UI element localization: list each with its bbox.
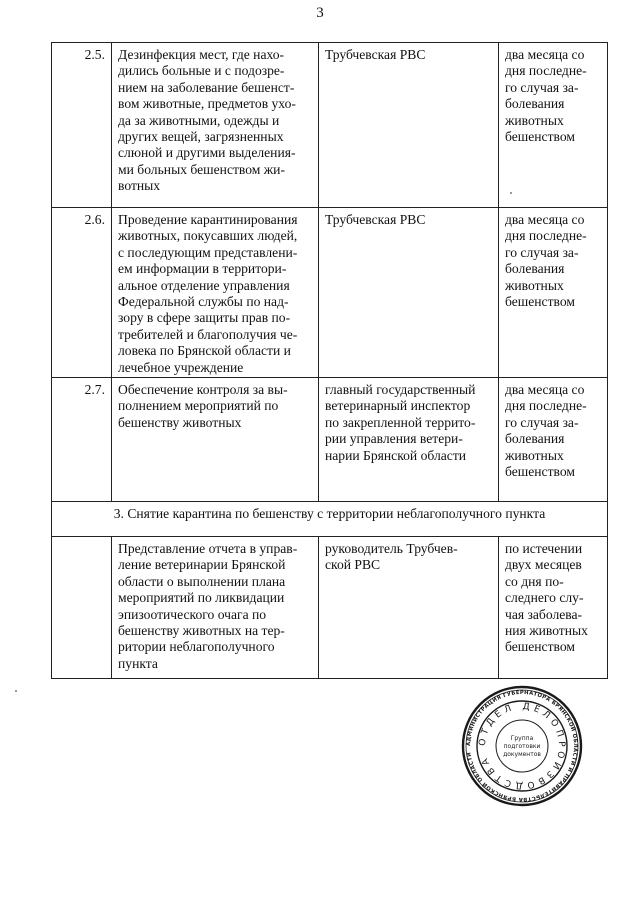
action-line: Обеспечение контроля за вы-	[118, 382, 288, 397]
term-line: го случая за-	[505, 414, 579, 430]
term-line: бешенством	[505, 129, 575, 145]
row-number	[52, 537, 112, 679]
term-line: бешенством	[505, 639, 575, 655]
term-line: два месяца со	[505, 382, 585, 397]
term-line: болевания	[505, 96, 565, 112]
responsible-cell	[319, 537, 499, 679]
action-line: требителей и благополучия че-	[118, 326, 298, 342]
scan-artifact	[15, 690, 17, 692]
action-line: ление ветеринарии Брянской	[118, 557, 286, 573]
action-line: области о выполнении плана	[118, 573, 286, 589]
section-row	[52, 502, 608, 537]
term-line: два месяца со	[505, 212, 585, 227]
action-line: слюной и другими выделения-	[118, 145, 296, 161]
responsible-line: руководитель Трубчев-	[325, 541, 458, 556]
responsible-cell	[319, 208, 499, 378]
term-line: со дня по-	[505, 573, 564, 589]
term-line: по истечении	[505, 541, 583, 556]
responsible-line: ской РВС	[325, 557, 381, 573]
action-cell	[112, 378, 319, 502]
action-line: вом животные, предметов ухо-	[118, 96, 296, 112]
table-row	[52, 378, 608, 502]
action-line: вотных	[118, 178, 161, 194]
term-line: чая заболева-	[505, 606, 583, 622]
term-line: ния животных	[505, 623, 588, 639]
action-cell	[112, 208, 319, 378]
term-line: животных	[505, 447, 564, 463]
office-stamp	[461, 685, 583, 807]
term-line: два месяца со	[505, 47, 585, 62]
action-line: с последующим представлени-	[118, 244, 298, 260]
action-line: пункта	[118, 655, 158, 671]
action-line: ем информации в территори-	[118, 261, 287, 277]
responsible-cell	[319, 43, 499, 208]
action-line: ми больных бешенством жи-	[118, 161, 285, 177]
term-cell	[499, 537, 608, 679]
action-line: эпизоотического очага по	[118, 606, 267, 622]
stamp-center-line: подготовки	[503, 743, 541, 750]
action-line: лечебное учреждение	[118, 359, 244, 375]
action-line: Дезинфекция мест, где нахо-	[118, 47, 285, 62]
term-line: животных	[505, 112, 564, 128]
stamp-center-line: документов	[503, 751, 541, 758]
term-line: го случая за-	[505, 79, 579, 95]
responsible-line: по закрепленной террито-	[325, 414, 476, 430]
action-line: бешенству животных	[118, 414, 242, 430]
stamp-outer-text: АДМИНИСТРАЦИЯ ГУБЕРНАТОРА БРЯНСКОЙ ОБЛАСТИ И ПРАВИТЕЛЬСТВА БРЯНСКОЙ ОБЛАСТИ	[465, 689, 579, 803]
term-cell	[499, 208, 608, 378]
action-line: Федеральной службы по над-	[118, 294, 289, 310]
responsible-line: главный государственный	[325, 382, 476, 397]
responsible-line: Трубчевская РВС	[325, 212, 426, 227]
action-line: полнением мероприятий по	[118, 398, 279, 414]
responsible-line: ветеринарный инспектор	[325, 398, 471, 414]
term-line: следнего слу-	[505, 590, 584, 606]
action-line: альное отделение управления	[118, 277, 290, 293]
term-line: го случая за-	[505, 244, 579, 260]
term-cell	[499, 43, 608, 208]
term-line: дня последне-	[505, 63, 587, 79]
action-line: других вещей, загрязненных	[118, 129, 284, 145]
action-line: ловека по Брянской области и	[118, 343, 291, 359]
stamp-inner-text: ОТДЕЛ ДЕЛОПРОИЗВОДСТВА	[477, 701, 567, 791]
term-line: болевания	[505, 431, 565, 447]
action-line: зору в сфере защиты прав по-	[118, 310, 291, 326]
row-number: 2.5.	[52, 43, 112, 208]
stamp-center-line: Группа	[510, 735, 534, 742]
page-number: 3	[316, 5, 324, 21]
row-number: 2.6.	[52, 208, 112, 378]
action-line: бешенству животных на тер-	[118, 623, 285, 639]
measures-table	[51, 42, 608, 679]
action-line: мероприятий по ликвидации	[118, 590, 285, 606]
table-row	[52, 208, 608, 378]
scan-artifact	[510, 192, 512, 194]
action-line: нием на заболевание бешенст-	[118, 79, 295, 95]
responsible-line: нарии Брянской области	[325, 447, 467, 463]
term-cell	[499, 378, 608, 502]
action-line: Представление отчета в управ-	[118, 541, 298, 556]
term-line: болевания	[505, 261, 565, 277]
action-cell	[112, 43, 319, 208]
responsible-line: рии управления ветери-	[325, 431, 463, 447]
responsible-cell	[319, 378, 499, 502]
term-line: животных	[505, 277, 564, 293]
action-line: да за животными, одежды и	[118, 112, 280, 128]
term-line: дня последне-	[505, 398, 587, 414]
table-row	[52, 43, 608, 208]
action-cell	[112, 537, 319, 679]
term-line: двух месяцев	[505, 557, 582, 573]
term-line: дня последне-	[505, 228, 587, 244]
action-line: животных, покусавших людей,	[118, 228, 298, 244]
term-line: бешенством	[505, 294, 575, 310]
term-line: бешенством	[505, 464, 575, 480]
action-line: Проведение карантинирования	[118, 212, 298, 227]
row-number: 2.7.	[52, 378, 112, 502]
table-row	[52, 537, 608, 679]
responsible-line: Трубчевская РВС	[325, 47, 426, 62]
section-title: 3. Снятие карантина по бешенству с территории неблагополучного пункта	[52, 502, 608, 537]
action-line: ритории неблагополучного	[118, 639, 275, 655]
action-line: дились больные и с подозре-	[118, 63, 285, 79]
